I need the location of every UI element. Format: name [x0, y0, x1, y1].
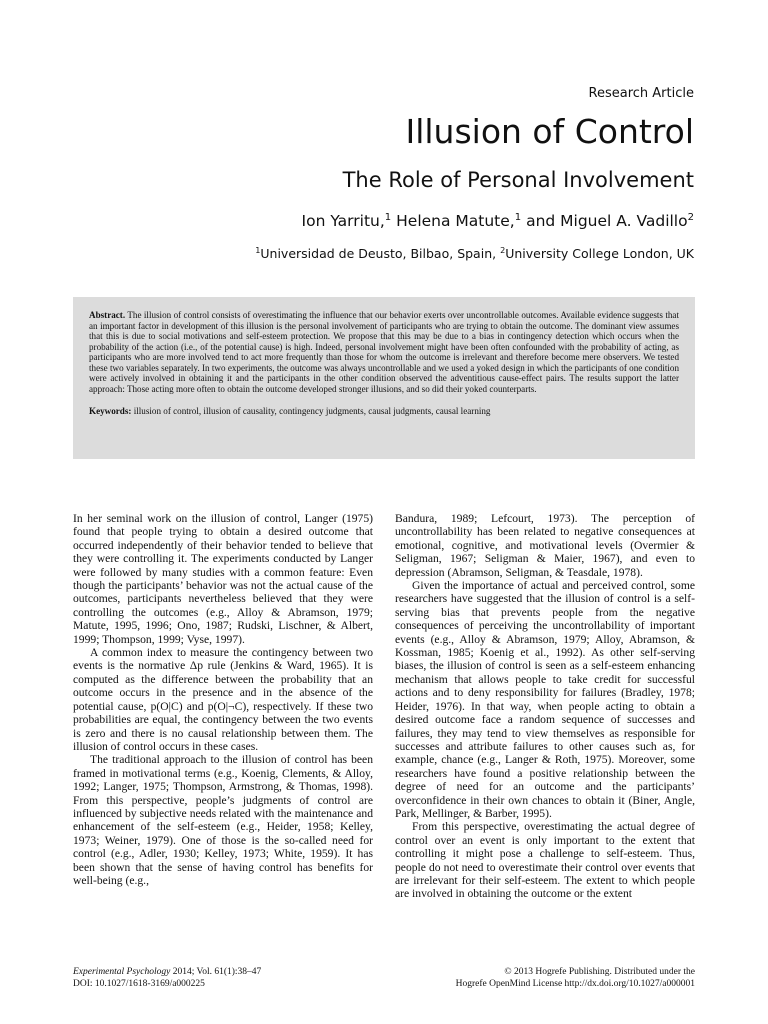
journal-name: Experimental Psychology	[73, 967, 171, 977]
author-list	[302, 212, 694, 230]
doi-text[interactable]: DOI: 10.1027/1618-3169/a000225	[73, 979, 205, 989]
keywords	[89, 406, 679, 417]
author-name: and Miguel A. Vadillo	[521, 212, 688, 230]
affiliation-list	[255, 246, 694, 261]
author-name: Helena Matute,	[391, 212, 515, 230]
article-title: Illusion of Control	[405, 112, 694, 151]
body-paragraph: Given the importance of actual and perceived control, some researchers have suggested that the illusion of control is a self-serving bias that prevents people from the negative consequences of perceiving the uncontrollability of important events (e.g., Alloy & Abramson, 1979; Alloy, Abramson, & Kossman, 1985; Koenig et al., 1992). As other self-serving biases, the illusion of control is seen as a self-esteem enhancing mechanism that allows people to take credit for successful actions and to deny responsibility for failures (Bradley, 1978; Heider, 1976). In that way, when people acting to obtain a desired outcome face a random sequence of successes and failures, they may tend to view themselves as responsible for successes and attribute failures to other causes such as, for example, chance (e.g., Langer & Roth, 1975). Moreover, some researchers have found a positive relationship between the degree of need for an outcome and the participants’ overconfidence in their own chances to obtain it (Biner, Angle, Park, Mellinger, & Barber, 1995).	[395, 579, 695, 820]
article-subtitle: The Role of Personal Involvement	[342, 168, 694, 192]
license-text[interactable]: Hogrefe OpenMind License http://dx.doi.org/10.1027/a000001	[455, 979, 695, 989]
body-paragraph: A common index to measure the contingency between two events is the normative Δp rule (Jenkins & Ward, 1965). It is computed as the difference between the probability that an outcome occurs in the presence and in the absence of the potential cause, p(O|C) and p(O|¬C), respectively. If these two probabilities are equal, the contingency between the two events is zero and there is no causal relationship between them. The illusion of control occurs in these cases.	[73, 646, 373, 753]
body-paragraph: From this perspective, overestimating the actual degree of control over an event is only important to the extent that controlling it might pose a challenge to self-esteem. Thus, people do not need to overestimate their control over events that are irrelevant for their self-esteem. The extent to which people are involved in obtaining the outcome or the extent	[395, 820, 695, 901]
abstract-label: Abstract.	[89, 310, 126, 320]
affiliation: Universidad de Deusto, Bilbao, Spain,	[260, 246, 501, 261]
footer-license	[456, 966, 695, 990]
footer-citation	[73, 966, 261, 990]
abstract-text: The illusion of control consists of overestimating the influence that our behavior exerts over uncontrollable outcomes. Available evidence suggests that an important factor in development of this illusion is the personal involvement of participants who are trying to obtain the outcome. The dominant view assumes that this is due to social motivations and self-esteem protection. We propose that this may be due to a bias in contingency detection which occurs when the probability of the action (i.e., of the potential cause) is high. Indeed, personal involvement might have been often confounded with the probability of acting, as participants who are more involved tend to act more frequently than those for whom the outcome is irrelevant and therefore become mere observers. We tested these two variables separately. In two experiments, the outcome was always uncontrollable and we used a yoked design in which the participants of one condition were actively involved in obtaining it and the participants in the other condition observed the adventitious cause-effect pairs. The results support the latter approach: Those acting more often to obtain the outcome developed stronger illusions, and so did their yoked counterparts.	[89, 310, 679, 394]
affiliation-marker: 1	[384, 211, 392, 223]
keywords-text: illusion of control, illusion of causality, contingency judgments, causal judgments, causal learning	[131, 406, 491, 416]
body-paragraph: In her seminal work on the illusion of control, Langer (1975) found that people trying to obtain a desired outcome that occurred independently of their behavior tended to believe that they were controlling it. The experiments conducted by Langer were followed by many studies with a common feature: Even though the participants’ behavior was not the actual cause of the outcomes, participants nevertheless believed that they were controlling the outcomes (e.g., Alloy & Abramson, 1979; Matute, 1995, 1996; Ono, 1987; Rudski, Lischner, & Albert, 1999; Thompson, 1999; Vyse, 1997).	[73, 512, 373, 646]
body-column-right	[395, 512, 695, 901]
affiliation: University College London, UK	[505, 246, 694, 261]
journal-volume: 2014; Vol. 61(1):38–47	[170, 967, 262, 977]
body-column-left	[73, 512, 373, 887]
affiliation-marker: 2	[500, 244, 506, 255]
affiliation-marker: 1	[514, 211, 522, 223]
affiliation-marker: 1	[255, 244, 261, 255]
body-paragraph: Bandura, 1989; Lefcourt, 1973). The perception of uncontrollability has been related to negative consequences at emotional, cognitive, and motivational levels (Overmier & Seligman, 1967; Seligman & Maier, 1967), and even to depression (Abramson, Seligman, & Teasdale, 1978).	[395, 512, 695, 579]
affiliation-marker: 2	[687, 211, 694, 223]
abstract-box	[73, 297, 695, 459]
copyright-text: © 2013 Hogrefe Publishing. Distributed under the	[504, 967, 695, 977]
abstract	[89, 310, 679, 394]
keywords-label: Keywords:	[89, 406, 132, 416]
body-paragraph: The traditional approach to the illusion of control has been framed in motivational terms (e.g., Koenig, Clements, & Alloy, 1992; Langer, 1975; Thompson, Armstrong, & Thomas, 1998). From this perspective, people’s judgments of control are influenced by subjective needs related with the maintenance and enhancement of the self-esteem (e.g., Heider, 1958; Kelley, 1973; Weiner, 1979). One of those is the so-called need for control (e.g., Adler, 1930; Kelley, 1973; White, 1959). It has been shown that the sense of having control has benefits for well-being (e.g.,	[73, 753, 373, 887]
article-type-label: Research Article	[588, 86, 694, 101]
author-name: Ion Yarritu,	[301, 212, 385, 230]
